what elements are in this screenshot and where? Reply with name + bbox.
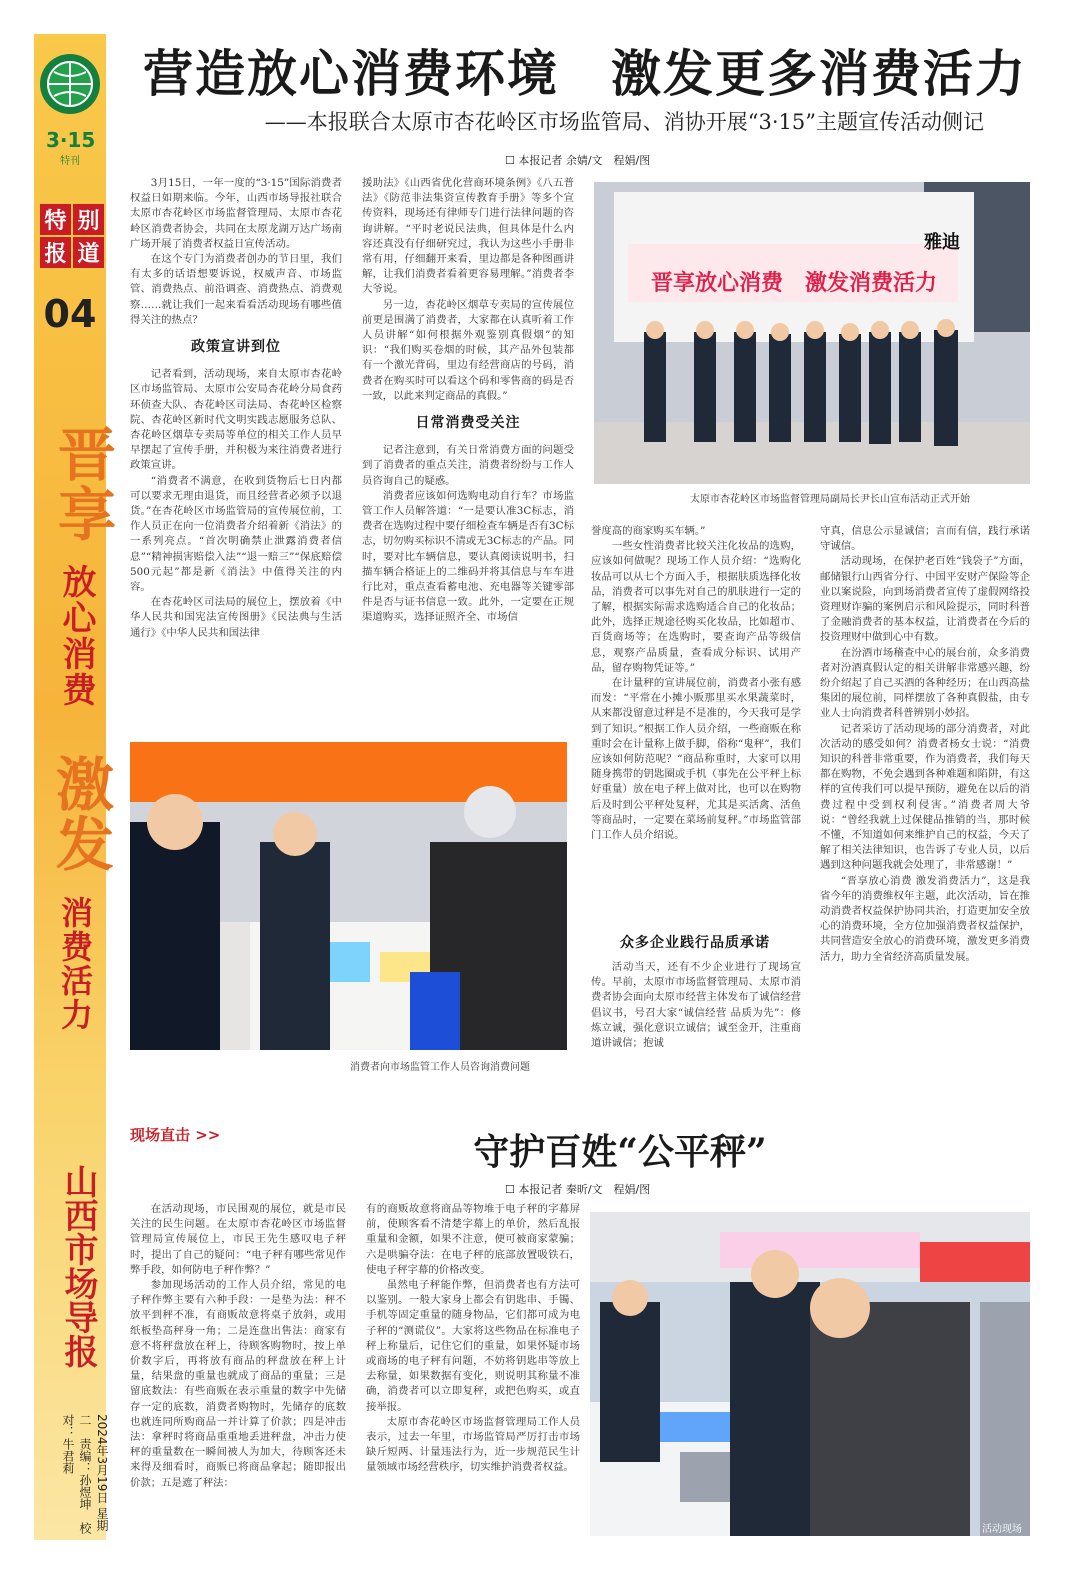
article-column-3-cont: [591, 960, 801, 1076]
vertical-slogan-1: 晋享: [48, 424, 116, 544]
section-heading: 众多企业践行品质承诺: [620, 935, 770, 951]
paragraph: 记者注意到，有关日常消费方面的问题受到了消费者的重点关注，消费者纷纷与工作人员咨询自己的疑惑。: [362, 444, 574, 487]
article-column-3: [591, 524, 801, 916]
paragraph: 参加现场活动的工作人员介绍，常见的电子秤作弊主要有六种手段：一是垫为法：秤不放平到秤不准，有商贩故意将桌子放斜，或用纸板垫高秤身一角；二是连盘出售法：商家有意不将秤盘放在秤上，待顾客购物时，按上单价数字后，再将放有商品的秤盘放在秤上计量，结果盘的重量也就成了商品的重量；三是留底数法：有些商贩在表示重量的数字中先储存一定的底数，消费者购物时，先储存的底数也就连同所购商品一并计算了价款；四是冲击法：拿秤时将商品重重地丢进秤盘，冲击力使秤的重量数在一瞬间被人为加大，待顾客还未来得及细看时，商贩已将商品拿起；随即报出价款；五是遮了秤法：: [130, 1279, 346, 1489]
photo-scene: [590, 1212, 1030, 1536]
consumer-association-logo-icon: [38, 52, 102, 116]
paragraph: 活动现场，在保护老百姓“钱袋子”方面，邮储银行山西省分行、中国平安财产保险等企业以案说险，向到场消费者宣传了虚假网络投资理财诈骗的案例启示和风险提示，同时科普了金融消费者的基本权益，让消费者在今后的投资理财中做到心中有数。: [820, 555, 1030, 644]
photo-banner-text: 晋享放心消费 激发消费活力: [650, 271, 938, 296]
paragraph: 在这个专门为消费者创办的节日里，我们有太多的话语想要诉说，权威声音、市场监管、消费热点、前沿调查、消费热点、消费观察……就让我们一起来看看活动现场有哪些值得关注的热点？: [130, 253, 342, 326]
article2-byline: ☐ 本报记者 秦昕/文 程娟/图: [505, 1183, 651, 1196]
paragraph: 记者采访了活动现场的部分消费者，对此次活动的感受如何？消费者杨女士说：“消费知识的科普非常重要，作为消费者，我们每天都在购物，不免会遇到各种难题和陷阱，有这样的宣传我们可以提早预防，避免在以后的消费过程中受到权利侵害。”消费者周大爷说：“曾经我就上过保健品推销的当，那时候不懂，不知道如何来维护自己的权益，今天了解了相关法律知识，也告诉了专业人员，以后遇到这种问题我就会处理了，非常感谢！”: [820, 722, 1030, 872]
paragraph: “消费者不满意，在收到货物后七日内都可以要求无理由退货，而且经营者必须予以退货。”在杏花岭区市场监管局的宣传展位前，工作人员正在向一位消费者介绍着新《消法》的一系列亮点。“首次明确禁止泄露消费者信息”“精神损害赔偿入法”“退一赔三”“保底赔偿500元起”都是新《消法》中值得关注的内容。: [130, 474, 342, 594]
article-column-2: [362, 176, 574, 716]
paragraph: 在汾酒市场稽查中心的展台前，众多消费者对汾酒真假认定的相关讲解非常感兴趣，纷纷介绍起了自己买酒的各种经历；在山西高盐集团的展位前，同样摆放了各种真假盐，由专业人士向消费者科普辨别小妙招。: [820, 646, 1030, 720]
paragraph: 另一边，杏花岭区烟草专卖局的宣传展位前更是围满了消费者，大家都在认真听着工作人员讲解“如何根据外观鉴别真假烟”的知识：“我们购买卷烟的时候，其产品外包装都有一个激光背码，里边有经营商店的号码，消费者在购买时可以看这个码和零售商的码是否一致，以此来判定商品的真假。”: [362, 298, 574, 402]
badge-char: 报: [40, 237, 71, 268]
paragraph: 太原市杏花岭区市场监督管理局工作人员表示，过去一年里，市场监管局严厉打击市场缺斤短两、计量违法行为，近一步规范民生计量领域市场经营秩序，切实维护消费者权益。: [366, 1415, 580, 1474]
paragraph: 在活动现场，市民围观的展位，就是市民关注的民生问题。在太原市杏花岭区市场监督管理局宣传展位上，市民王先生感叹电子秤时，提出了自己的疑问：“电子秤有哪些常见作弊手段，如何防电子秤作弊？”: [130, 1203, 346, 1276]
paragraph: 在杏花岭区司法局的展位上，摆放着《中华人民共和国宪法宣传图册》《民法典与生活通行》《中华人民共和国法律: [130, 596, 342, 639]
logo-special: 特刊: [60, 156, 80, 167]
section-heading: 政策宣讲到位: [191, 339, 281, 356]
vertical-slogan-2: 放心消费: [56, 564, 96, 708]
vertical-slogan-4: 消费活力: [56, 896, 94, 1032]
paragraph: 有的商贩故意将商品等物堆于电子秤的字幕屏前，使顾客看不清楚字幕上的单价，然后乱报重量和金额，如果不注意，便可被商家蒙骗；六是哄骗夺法：在电子秤的底部放置吸铁石，使电子秤字幕的价格改变。: [366, 1203, 580, 1276]
newspaper-name: 山西市场导报: [58, 1164, 98, 1368]
article2-column-1: [130, 1202, 346, 1532]
paragraph: 援助法》《山西省优化营商环境条例》《八五普法》《防范非法集资宣传教育手册》等多个宣传资料，现场还有律师专门进行法律问题的咨询讲解。“平时老说民法典，但具体是什么内容还真没有仔细研究过，我认为这些小手册非常有用，仔细翻开来看，里边都是各种图画讲解，让我们消费者看着更容易理解。”消费者李大爷说。: [362, 177, 574, 296]
section-heading: 日常消费受关注: [415, 415, 521, 432]
paragraph: 在计量秤的宣讲展位前，消费者小张有感而发：“平常在小摊小贩那里买水果蔬菜时，从来都没留意过秤是不是准的，今天我可是学到了知识。”根据工作人员介绍，一些商贩在称重时会在计量称上做手脚，俗称“鬼秤”，我们应该如何防范呢？“商品称重时，大家可以用随身携带的钥匙圈或手机（事先在公平秤上标好重量）放在电子秤上做对比，也可以在购物后及时到公平秤处复秤，尤其是买活禽、活鱼等商品时，一定要在菜场前复秤。”市场监管部门工作人员介绍说。: [591, 677, 801, 842]
section-tag: 现场直击 >>: [130, 1126, 221, 1144]
paragraph: 3月15日，一年一度的“3·15”国际消费者权益日如期来临。今年，山西市场导报社联合太原市杏花岭区市场监督管理局、太原市杏花岭区消费者协会，共同在太原龙湖万达广场南广场开展了消费者权益日宣传活动。: [130, 177, 342, 250]
article-subheadline: ——本报联合太原市杏花岭区市场监管局、消协开展“3·15”主题宣传活动侧记: [264, 110, 984, 134]
paragraph: 誉度高的商家购买车辆。”: [591, 525, 706, 537]
photo-event-opening: [594, 182, 1030, 484]
paragraph: 守真，信息公示显诚信；言而有信，践行承诺守诚信。: [820, 525, 1030, 553]
photo-consultation: [130, 742, 567, 1050]
article-column-4: [820, 524, 1030, 1076]
side-banner: [34, 34, 116, 1540]
badge-char: 道: [73, 237, 104, 268]
article-headline: 营造放心消费环境 激发更多消费活力: [143, 44, 1027, 103]
paragraph: 消费者应该如何选购电动自行车？市场监管工作人员解答道：“一是要认准3C标志，消费者在选购过程中要仔细检查车辆是否有3C标志，切勿购买标识不清或无3C标志的产品。同时，要对比车辆信息，要认真阅读说明书，扫描车辆合格证上的二维码并将其信息与车车进行比对，重点查看蓄电池、充电器等关键零部件是否与证书信息一致。此外，一定要在正规渠道购买，选择证照齐全、市场信: [362, 489, 574, 624]
paragraph: 活动当天，还有不少企业进行了现场宣传。早前，太原市市场监督管理局、太原市消费者协会面向太原市经营主体发布了诚信经营倡议书，号召大家“诚信经营 品质为先”：修炼立诚，强化意识立诚信；诚至金开，注重商道讲诚信；抱诚: [591, 961, 801, 1050]
photo-brand-text: 雅迪: [924, 232, 960, 253]
article-column-1: [130, 176, 342, 716]
paragraph: 一些女性消费者比较关注化妆品的选购，应该如何做呢？现场工作人员介绍：“选购化妆品可以从七个方面入手，根据肤质选择化妆品，消费者可以事先对自己的肌肤进行一定的了解，根据实际需求选购适合自己的化妆品；此外，选择正规途径购买化妆品，比如超市、百货商场等；在选购时，要查询产品等级信息，观察产品质量，查看成分标识、试用产品，留存购物凭证等。”: [591, 540, 801, 674]
article-byline: ☐ 本报记者 余婧/文 程娟/图: [505, 154, 651, 167]
photo-caption: 活动现场: [982, 1524, 1022, 1535]
special-report-badge: [40, 204, 104, 268]
article2-headline: 守护百姓“公平秤”: [473, 1131, 767, 1173]
vertical-slogan-3: 激发: [46, 754, 114, 874]
photo-caption: 太原市杏花岭区市场监督管理局副局长尹长山宣布活动正式开始: [690, 494, 970, 505]
article2-column-2: [366, 1202, 580, 1532]
badge-char: 别: [73, 204, 104, 235]
page-number: 04: [43, 292, 97, 336]
photo-caption: 消费者向市场监管工作人员咨询消费问题: [350, 1062, 530, 1073]
paragraph: 虽然电子秤能作弊，但消费者也有方法可以鉴别。一般大家身上都会有钥匙串、手镯、手机等固定重量的随身物品，它们都可成为电子秤的“测谎仪”。大家将这些物品在标准电子秤上称量后，记住它们的重量，如果怀疑市场或商场的电子秤有问题，不妨将钥匙串等放上去称量，如果数据有变化，则说明其称量不准确，消费者可以立即复秤，或把色购买，或直接举报。: [366, 1279, 580, 1413]
paragraph: 记者看到，活动现场，来自太原市杏花岭区市场监管局、太原市公安局杏花岭分局食药环侦查大队、杏花岭区司法局、杏花岭区检察院、杏花岭区新时代文明实践志愿服务总队、杏花岭区烟草专卖局等单位的相关工作人员早早摆起了宣传手册，并积极为来往消费者进行政策宣讲。: [130, 368, 342, 472]
paragraph: “晋享放心消费 激发消费活力”，这是我省今年的消费维权年主题，此次活动，旨在推动消费者权益保护协同共治，打造更加安全放心的消费环境，全方位加强消费者权益保护，共同营造安全放心的消费环境，激发更多消费活力，助力全省经济高质量发展。: [820, 874, 1030, 963]
issue-meta: 2024年3月19日 星期二 责编：孙煜坤 校对：牛君莉: [61, 1414, 109, 1534]
logo-315: 3·15: [46, 128, 96, 152]
badge-char: 特: [40, 204, 71, 235]
